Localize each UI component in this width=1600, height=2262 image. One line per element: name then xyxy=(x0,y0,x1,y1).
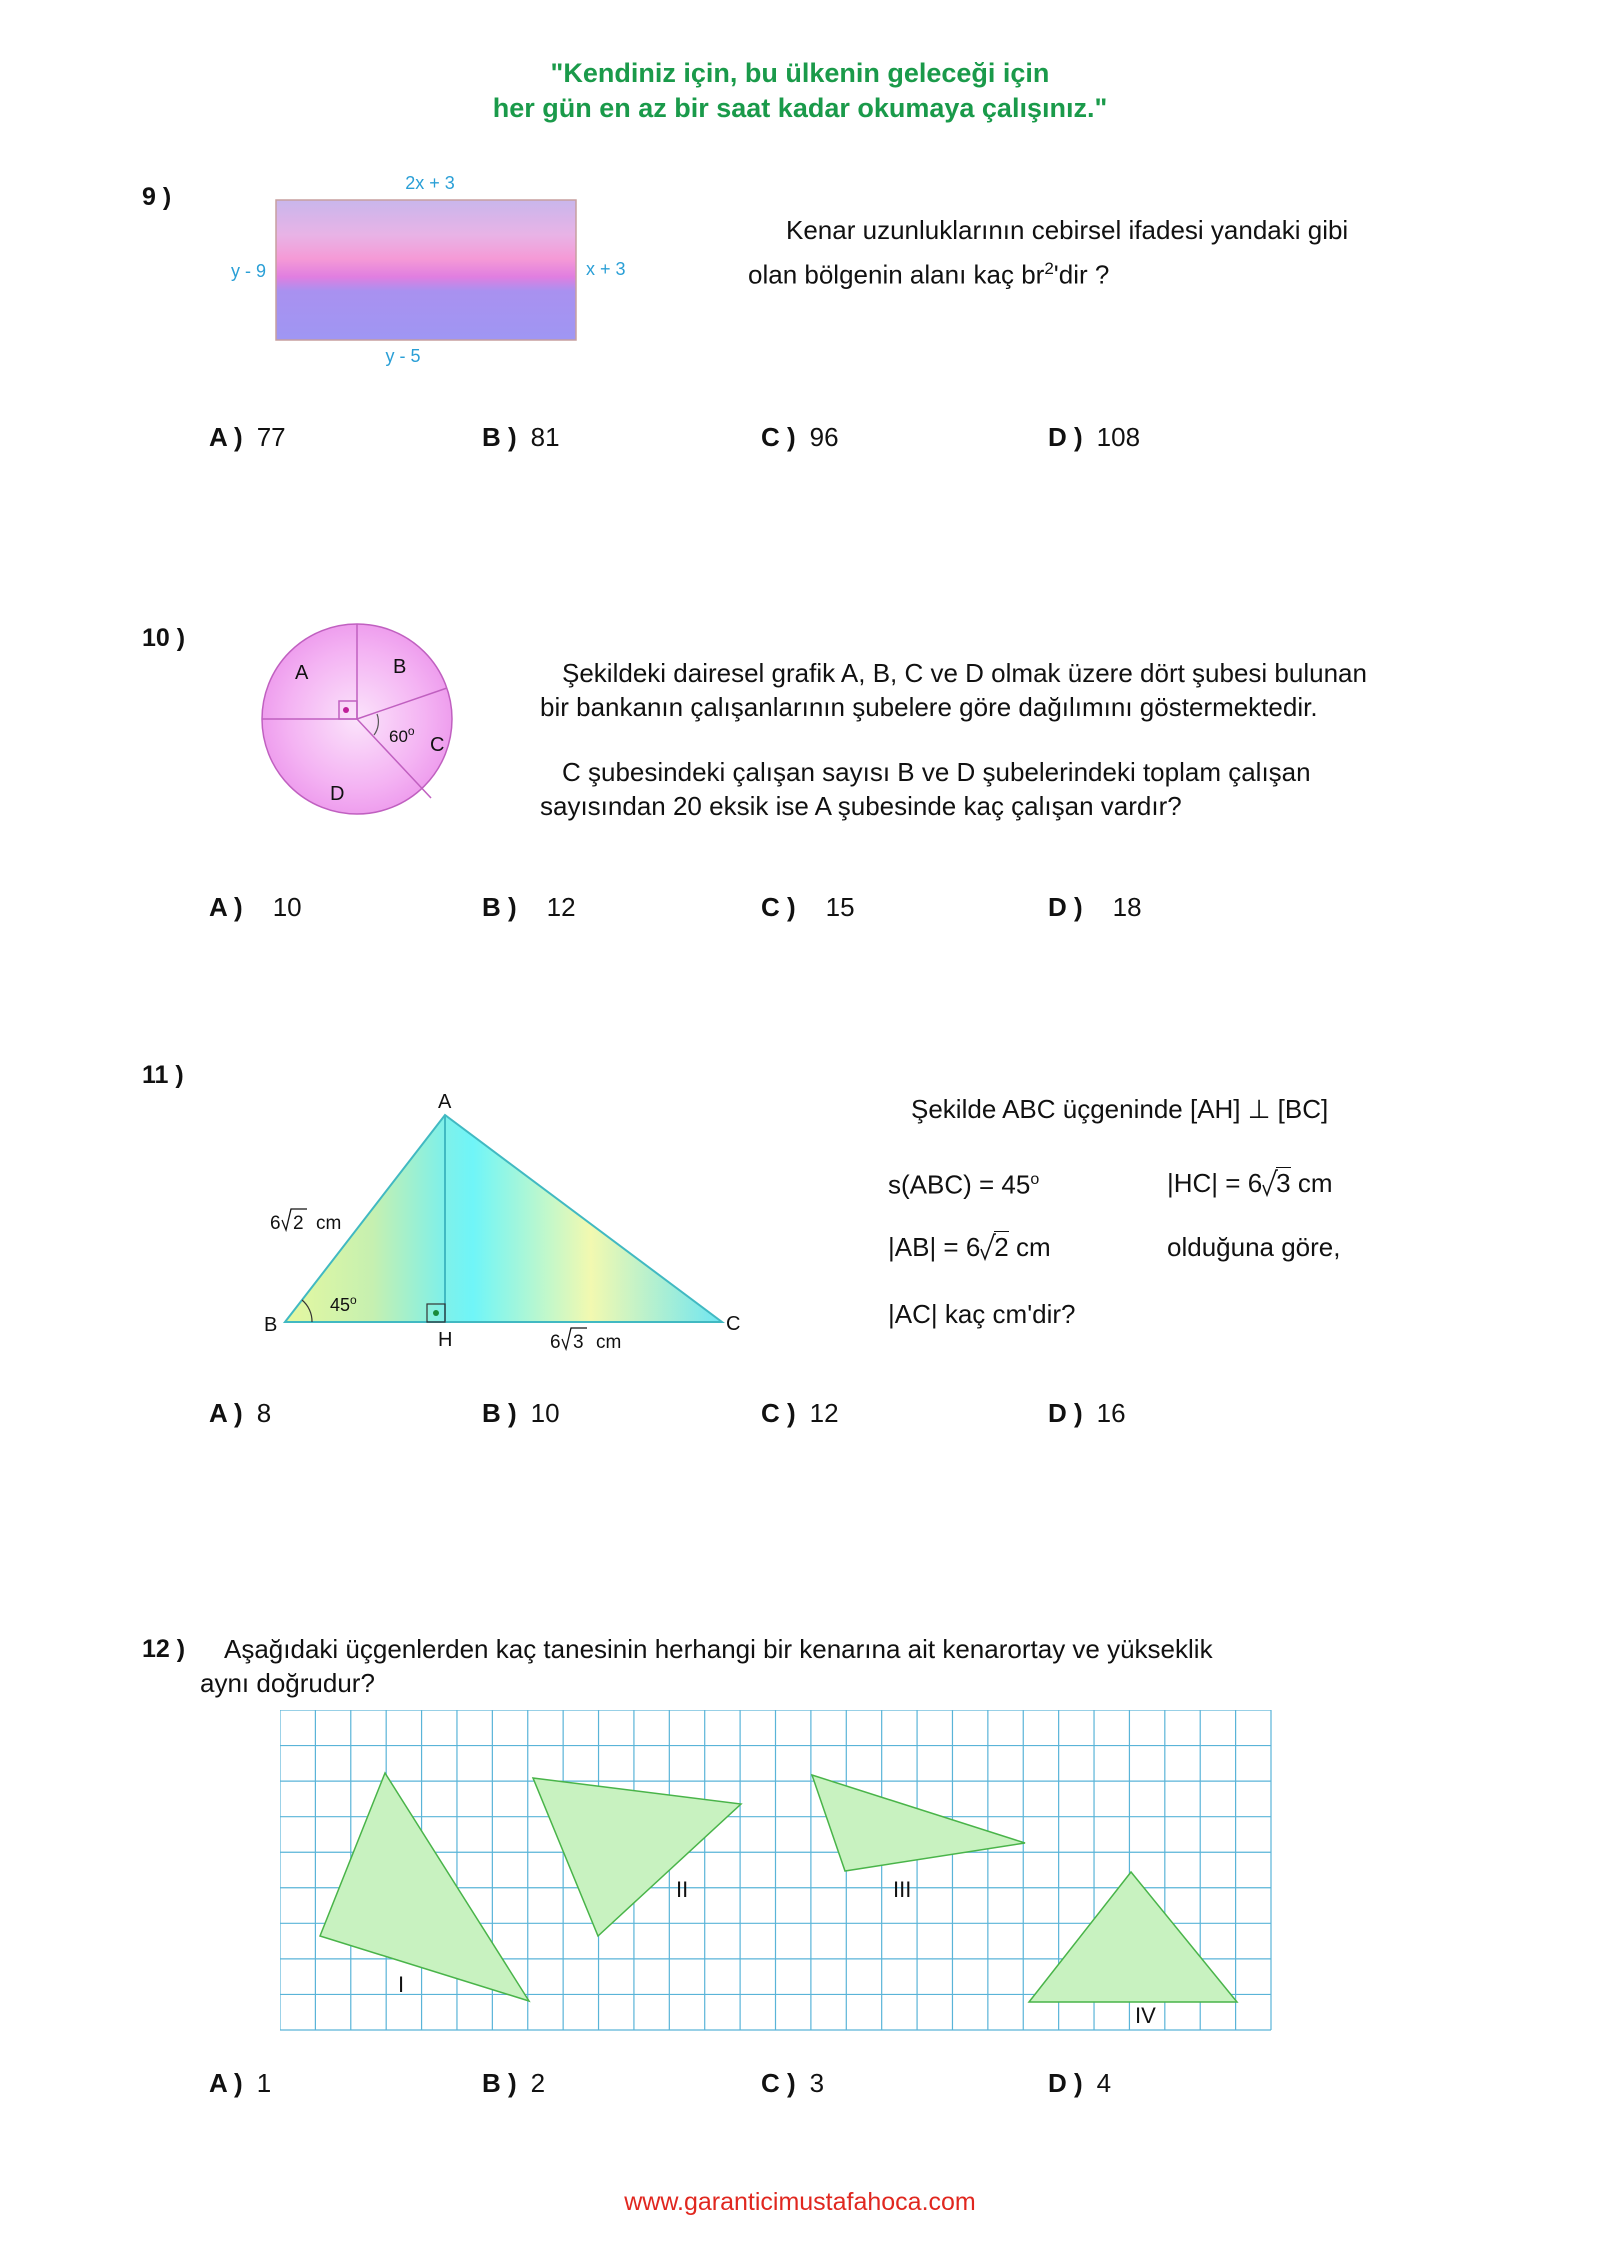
q9-option-b[interactable]: B ) 81 xyxy=(482,422,560,452)
q9-text-sup: 2 xyxy=(1044,259,1054,278)
q9-option-a[interactable]: A ) 77 xyxy=(209,422,286,452)
q12-grid-figure xyxy=(280,1710,1275,2035)
q10-option-c[interactable]: C ) 15 xyxy=(761,892,855,922)
svg-text:2: 2 xyxy=(293,1213,304,1234)
question-11-number: 11 ) xyxy=(142,1061,184,1089)
q12-option-c[interactable]: C ) 3 xyxy=(761,2068,825,2098)
q12-option-d[interactable]: D ) 4 xyxy=(1048,2068,1112,2098)
svg-text:6: 6 xyxy=(270,1213,281,1234)
q11-triangle-figure xyxy=(250,1085,780,1355)
svg-text:3: 3 xyxy=(573,1332,584,1353)
svg-text:6: 6 xyxy=(550,1332,561,1353)
q10-right-angle-dot xyxy=(343,707,349,713)
q11-text-sabc: $s(ABC) = 45^o$ xyxy=(888,1169,1040,1200)
q12-triangle-ii xyxy=(533,1778,741,1936)
q10-text-line1: Şekildeki dairesel grafik A, B, C ve D olmak üzere dört şubesi bulunan xyxy=(562,658,1367,688)
q9-label-right: x + 3 xyxy=(586,259,626,279)
q11-text-hc: |HC| = 6 3 cm xyxy=(1167,1168,1333,1198)
q11-right-angle-dot xyxy=(433,1310,439,1316)
q11-vertex-a: A xyxy=(438,1091,452,1113)
q11-angle-label: 45$^o$ xyxy=(330,1293,357,1315)
q11-option-a[interactable]: A ) 8 xyxy=(209,1398,272,1428)
svg-text:cm: cm xyxy=(596,1332,622,1353)
q11-hc-length-label xyxy=(550,1328,621,1353)
q11-text-given: olduğuna göre, xyxy=(1167,1232,1341,1262)
q10-text-line2: bir bankanın çalışanlarının şubelere göre dağılımını göstermektedir. xyxy=(540,692,1318,722)
q11-triangle xyxy=(285,1115,722,1322)
q10-label-a: A xyxy=(295,662,309,684)
q12-triangle-iv xyxy=(1029,1872,1237,2002)
header-quote-line1: "Kendiniz için, bu ülkenin geleceği için xyxy=(550,58,1050,88)
q12-label-ii: II xyxy=(676,1877,689,1902)
q10-pie-chart xyxy=(240,622,480,832)
q10-option-b[interactable]: B ) 12 xyxy=(482,892,576,922)
q11-text-question: |AC| kaç cm'dir? xyxy=(888,1299,1076,1329)
q9-text-line2a: olan bölgenin alanı kaç br xyxy=(748,259,1045,290)
q9-label-left: y - 9 xyxy=(230,261,266,281)
q10-label-d: D xyxy=(330,783,345,805)
q11-text-ab: |AB| = 6 2 cm xyxy=(888,1232,1051,1262)
q10-angle-label: 60$^o$ xyxy=(389,724,415,746)
q12-option-b[interactable]: B ) 2 xyxy=(482,2068,546,2098)
question-10-number: 10 ) xyxy=(142,624,186,652)
header-quote-line2: her gün en az bir saat kadar okumaya çalışınız." xyxy=(492,93,1108,123)
q12-label-i: I xyxy=(398,1972,405,1997)
q11-option-c[interactable]: C ) 12 xyxy=(761,1398,839,1428)
q9-rectangle xyxy=(276,200,576,340)
svg-text:cm: cm xyxy=(316,1213,342,1234)
q10-text-line4: sayısından 20 eksik ise A şubesinde kaç çalışan vardır? xyxy=(540,791,1182,821)
q11-text-title: Şekilde ABC üçgeninde [AH] ⊥ [BC] xyxy=(911,1094,1329,1124)
q12-text-line2: aynı doğrudur? xyxy=(200,1668,375,1698)
q9-text-line1: Kenar uzunluklarının cebirsel ifadesi yandaki gibi xyxy=(786,215,1349,245)
q12-label-iv: IV xyxy=(1135,2003,1156,2028)
q10-option-d[interactable]: D ) 18 xyxy=(1048,892,1142,922)
q11-option-b[interactable]: B ) 10 xyxy=(482,1398,560,1428)
q12-text-line1: Aşağıdaki üçgenlerden kaç tanesinin herhangi bir kenarına ait kenarortay ve yükseklik xyxy=(224,1634,1213,1664)
q11-option-d[interactable]: D ) 16 xyxy=(1048,1398,1126,1428)
q9-option-d[interactable]: D ) 108 xyxy=(1048,422,1141,452)
q12-triangle-iii xyxy=(812,1775,1025,1871)
q10-label-b: B xyxy=(393,656,407,678)
question-12-number: 12 ) xyxy=(142,1635,186,1663)
q11-vertex-h: H xyxy=(438,1329,453,1351)
q9-label-top: 2x + 3 xyxy=(405,173,455,193)
q9-label-bottom: y - 5 xyxy=(385,346,421,366)
q11-vertex-c: C xyxy=(726,1313,741,1335)
q10-text-line3: C şubesindeki çalışan sayısı B ve D şubelerindeki toplam çalışan xyxy=(562,757,1311,787)
q10-option-a[interactable]: A ) 10 xyxy=(209,892,302,922)
q9-text-line2b: 'dir ? xyxy=(1053,259,1110,290)
q11-ab-length-label xyxy=(270,1209,341,1234)
question-9-number: 9 ) xyxy=(142,183,172,211)
q10-label-c: C xyxy=(430,734,445,756)
q9-rectangle-figure xyxy=(220,165,640,375)
q12-option-a[interactable]: A ) 1 xyxy=(209,2068,272,2098)
footer-website[interactable]: www.garanticimustafahoca.com xyxy=(624,2188,976,2216)
q12-label-iii: III xyxy=(893,1877,912,1902)
q9-text-line2 xyxy=(748,252,1109,292)
q11-vertex-b: B xyxy=(264,1314,278,1336)
q9-option-c[interactable]: C ) 96 xyxy=(761,422,839,452)
